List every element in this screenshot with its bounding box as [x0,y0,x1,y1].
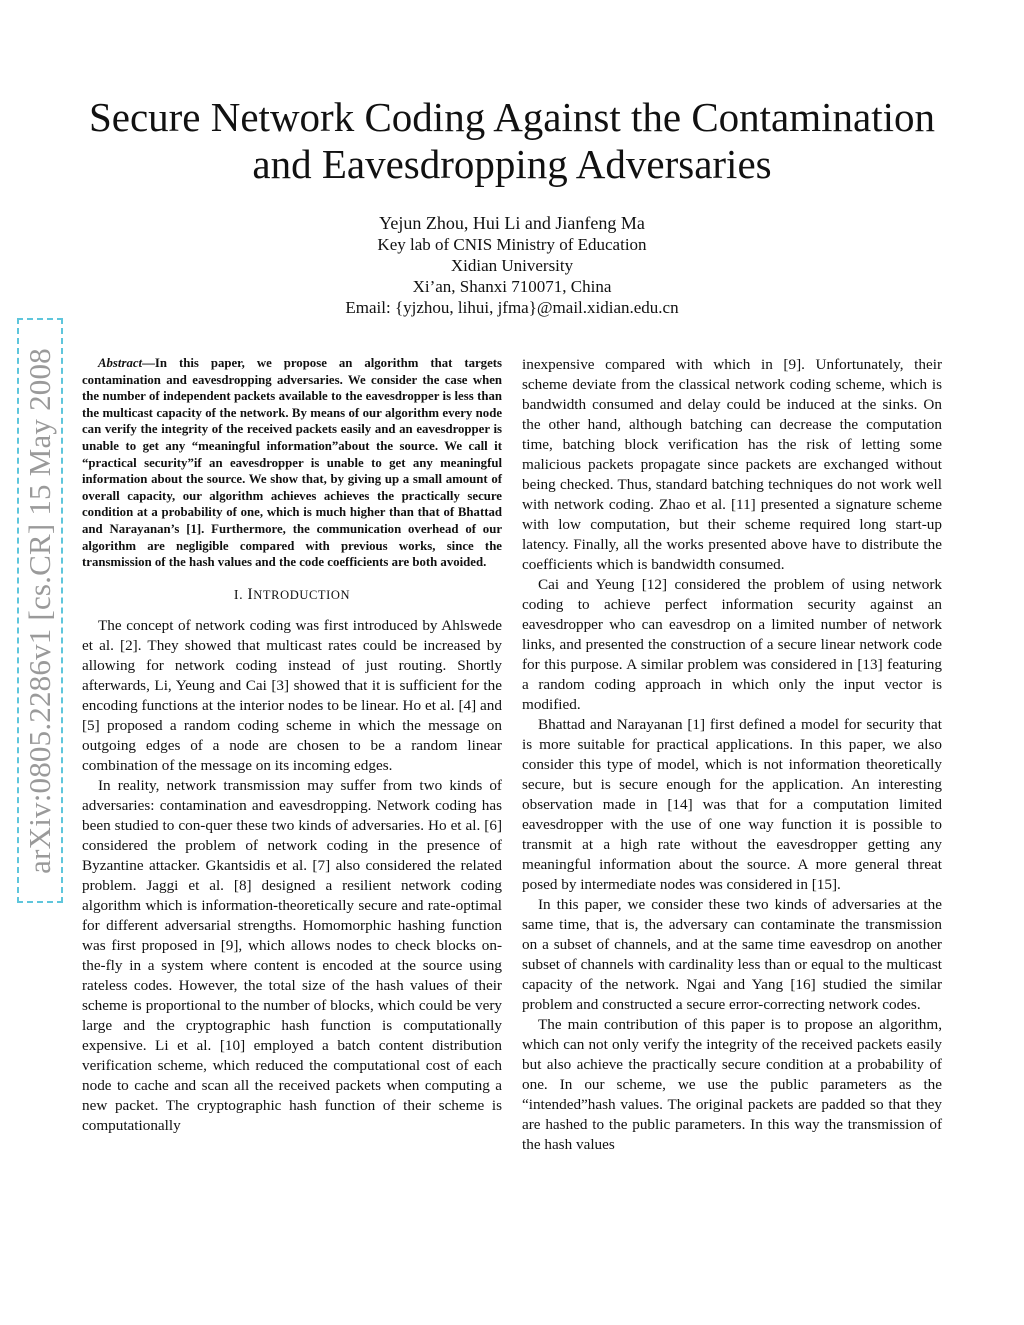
author-block [200,212,824,318]
affiliation-address: Xi’an, Shanxi 710071, China [412,277,612,296]
intro-paragraph-2-continued: inexpensive compared with which in [9]. Unfortunately, their scheme deviate from the classical network coding scheme, which is bandwidth consumed and delay could be induced at the sinks. On the other hand, although batching can decrease the computation time, batching block verification has the risk of letting some malicious packets propagate since packets are exchanged without being checked. Thus, standard batching techniques do not work well with network coding. Zhao et al. [11] presented a signature scheme with low computation, but their scheme required long start-up latency. Finally, all the works presented above have to distribute the coefficients which is bandwidth consumed. [522,356,942,573]
intro-paragraph-6: The main contribution of this paper is to propose an algorithm, which can not only verify the integrity of the received packets easily but also achieve the practically secure condition at a probability of one. In our scheme, we use the public parameters as the “intended”hash values. The original packets are padded so that they are hashed to the public parameters. In this way the transmission of the hash values [522,1016,942,1153]
abstract [82,355,502,571]
intro-paragraph-3: Cai and Yeung [12] considered the problem of using network coding to achieve perfect information security against an eavesdropper who can eavesdrop on a limited number of network links, and presented the construction of a secure linear network code for this purpose. A similar problem was considered in [13] featuring a random coding approach in which only the input vector is modified. [522,576,942,713]
affiliation-university: Xidian University [450,256,574,275]
left-column [82,355,502,1136]
title-line-2: and Eavesdropping Adversaries [252,141,772,187]
intro-paragraph-2: In reality, network transmission may suffer from two kinds of adversaries: contamination and eavesdropping. Network coding has been studied to con-quer these two kinds of adversaries. Ho et al. [6] considered the problem of network coding in the presence of Byzantine attacker. Gkantsidis et al. [7] also considered the related problem. Jaggi et al. [8] designed a resilient network coding algorithm which is information-theoretically secure and rate-optimal for different adversarial strengths. Homomorphic hashing function was first proposed in [9], which allows nodes to check blocks on-the-fly in a system where content is encoded at the source using rateless codes. However, the total size of the hash values of their scheme is proportional to the number of blocks, which could be very large and the cryptographic hash function is computationally expensive. Li et al. [10] employed a batch content distribution verification scheme, which reduced the computational cost of each node to cache and scan all the received packets when computing a new packet. The cryptographic hash function of their scheme is computationally [82,776,502,1134]
intro-paragraph-1: The concept of network coding was first introduced by Ahlswede et al. [2]. They showed that multicast rates could be increased by allowing for network coding instead of just routing. Shortly afterwards, Li, Yeung and Cai [3] showed that it is sufficient for the encoding functions at the interior nodes to be linear. Ho et al. [4] and [5] proposed a random coding scheme in which the message on outgoing edges of a node are chosen to be a random linear combination of the message on its incoming edges. [82,616,502,774]
section-number: I. [233,587,248,603]
abstract-label: Abstract [98,356,143,370]
author-names: Yejun Zhou, Hui Li and Jianfeng Ma [379,213,645,233]
intro-paragraph-4: Bhattad and Narayanan [1] first defined a model for security that is more suitable for practical applications. In this paper, we also consider this type of model, which is not information theoretically secure, but is secure enough for the application. An interesting observation made in [14] was that for a computation limited eavesdropper with the use of one way function it is possible to transmit at a high rate without the eavesdropper getting any meaningful information about the source. A more general threat posed by intermediate nodes was considered in [15]. [522,716,942,893]
right-column [522,355,942,1155]
paper-title [80,94,944,188]
intro-paragraph-5: In this paper, we consider these two kinds of adversaries at the same time, that is, the adversary can contaminate the transmission on a subset of channels, and at the same time eavesdrop on another subset of channels with cardinality less than or equal to the multicast capacity of the network. Ngai and Yang [16] studied the similar problem and constructed a secure error-correcting network codes. [522,896,942,1013]
section-heading-text-rest: NTRODUCTION [253,587,351,602]
arxiv-identifier-stamp [17,318,63,903]
abstract-body: —In this paper, we propose an algorithm that targets contamination and eavesdropping adversaries. We consider the case when the number of independent packets available to the eavesdropper is less than the multicast capacity of the network. By means of our algorithm every node can verify the integrity of the received packets easily and an eavesdropper is unable to get any “meaningful information”about the source. We call it “practical security”if an eavesdropper is unable to get any meaningful information about the source. We show that, by giving up a small amount of overall capacity, our algorithm achieves achieves the practically secure condition at a probability of one, which is much higher than that of Bhattad and Narayanan’s [1]. Furthermore, the communication overhead of our algorithm are negligible compared with previous works, since the transmission of the hash values and the code coefficients are both avoided. [82,356,502,570]
author-email: Email: {yjzhou, lihui, jfma}@mail.xidian.edu.cn [345,298,679,317]
section-heading-introduction [82,585,502,606]
title-line-1: Secure Network Coding Against the Contamination [88,94,936,140]
affiliation-lab: Key lab of CNIS Ministry of Education [377,235,647,254]
section-heading-text: I [247,585,254,603]
arxiv-identifier-text: arXiv:0805.2286v1 [cs.CR] 15 May 2008 [22,347,57,874]
